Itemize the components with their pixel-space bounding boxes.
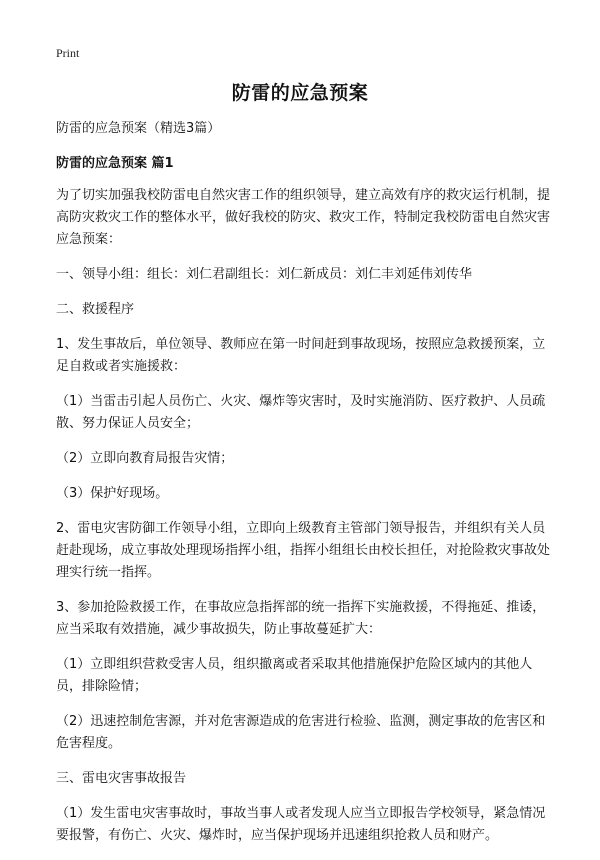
- print-label: Print: [56, 46, 80, 60]
- paragraph-rescue-3-2: （2）迅速控制危害源，并对危害源造成的危害进行检验、监测，测定事故的危害区和危害程度。: [56, 714, 546, 751]
- paragraph-rescue-1-3: （3）保护好现场。: [56, 486, 169, 501]
- paragraph-rescue-2: 2、雷电灾害防御工作领导小组，立即向上级教育主管部门领导报告，并组织有关人员赶赴现场，成立事故处理现场指挥小组，指挥小组组长由校长担任，对抢险救灾事故处理实行统一指挥。: [56, 521, 551, 580]
- paragraph-rescue-3: 3、参加抢险救援工作，在事故应急指挥部的统一指挥下实施救援，不得拖延、推诿，应当采取有效措施，减少事故损失，防止事故蔓延扩大：: [56, 600, 546, 637]
- paragraph-rescue-1-2: （2）立即向教育局报告灾情；: [56, 451, 234, 466]
- paragraph-report-heading: 三、雷电灾害事故报告: [56, 771, 187, 786]
- paragraph-rescue-heading: 二、救援程序: [56, 302, 135, 317]
- paragraph-intro: 为了切实加强我校防雷电自然灾害工作的组织领导，建立高效有序的救灾运行机制，提高防灾救灾工作的整体水平，做好我校的防灾、救灾工作，特制定我校防雷电自然灾害应急预案：: [56, 188, 551, 247]
- document-body: [56, 118, 556, 860]
- document-title: 防雷的应急预案: [231, 82, 369, 104]
- paragraph-leadership: 一、领导小组：组长：刘仁君副组长：刘仁新成员：刘仁丰刘延伟刘传华: [56, 267, 473, 282]
- document-subtitle: 防雷的应急预案（精选3篇）: [56, 121, 221, 136]
- paragraph-rescue-3-1: （1）立即组织营救受害人员，组织撤离或者采取其他措施保护危险区域内的其他人员，排除险情；: [56, 657, 533, 694]
- paragraph-report-1: （1）发生雷电灾害事故时，事故当事人或者发现人应当立即报告学校领导，紧急情况要报警，有伤亡、火灾、爆炸时，应当保护现场并迅速组织抢救人员和财产。: [56, 806, 546, 843]
- paragraph-rescue-1: 1、发生事故后，单位领导、教师应在第一时间赶到事故现场，按照应急救援预案，立足自救或者实施援救：: [56, 337, 546, 374]
- paragraph-rescue-1-1: （1）当雷击引起人员伤亡、火灾、爆炸等灾害时，及时实施消防、医疗救护、人员疏散、努力保证人员安全；: [56, 394, 546, 431]
- section-heading: 防雷的应急预案 篇1: [56, 156, 174, 171]
